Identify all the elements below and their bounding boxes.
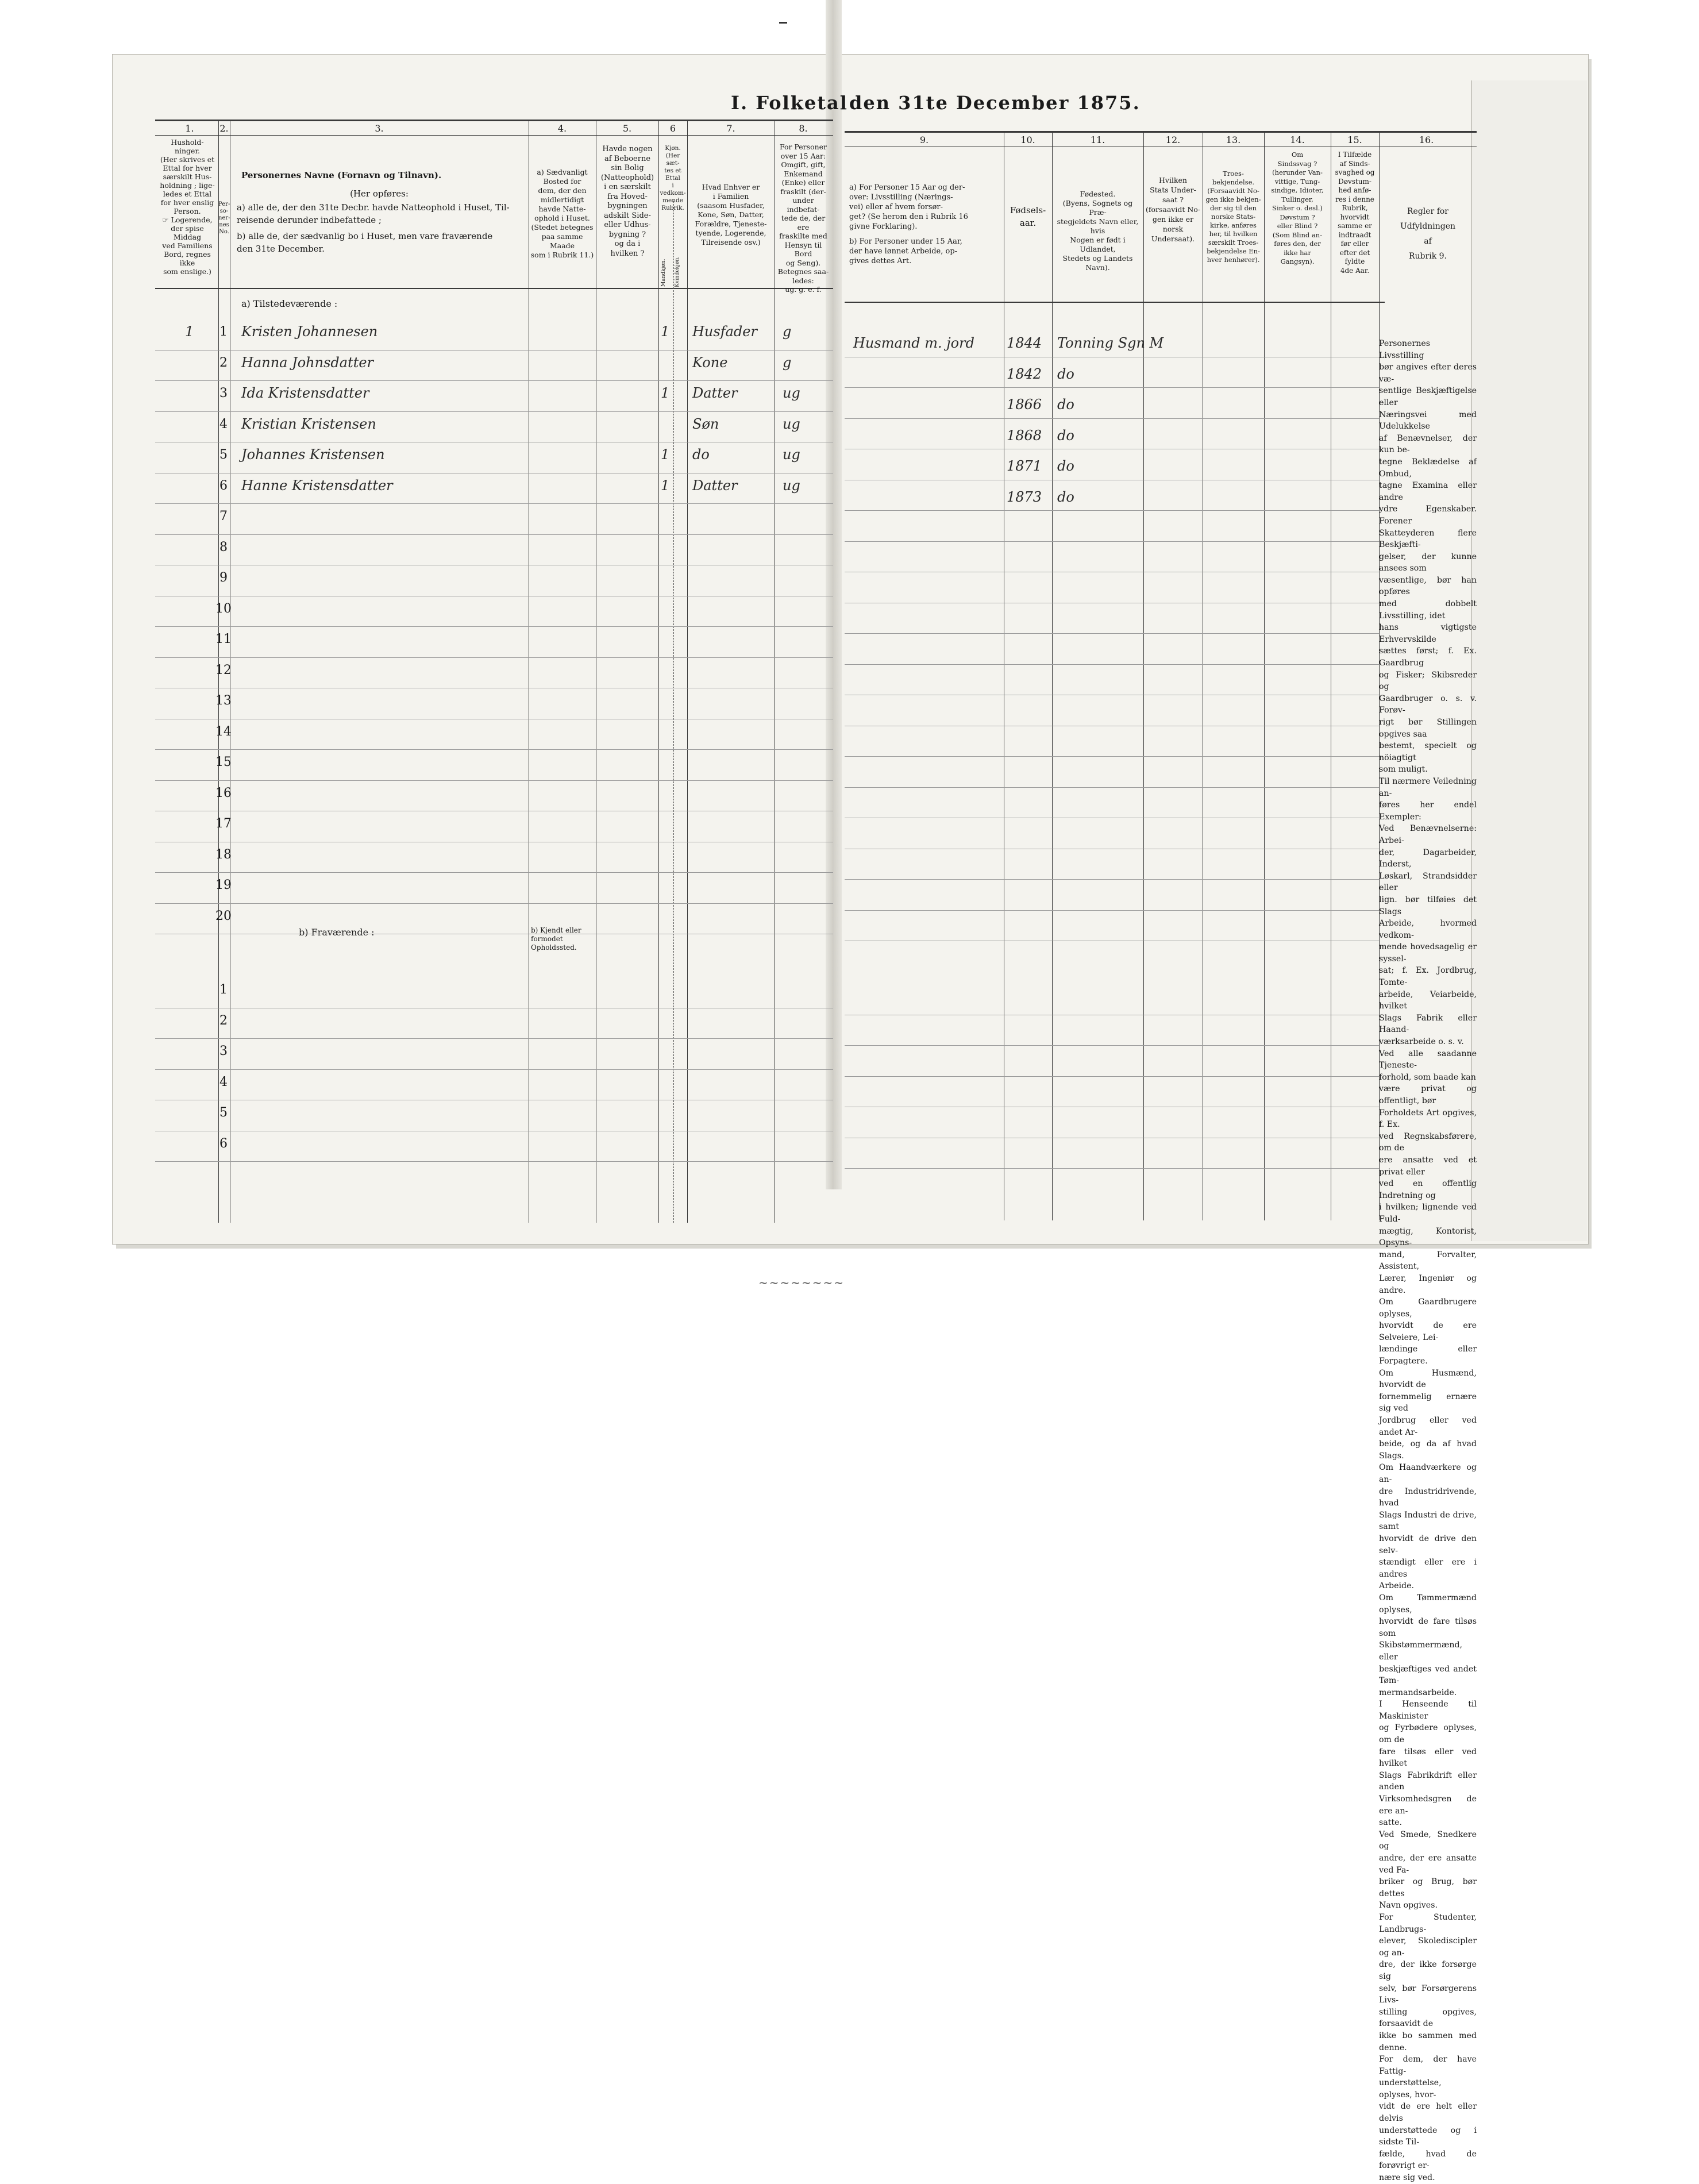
row-number: 2 xyxy=(219,1013,228,1028)
col-num-8: 8. xyxy=(799,123,808,134)
entry-occupation: Husmand m. jord xyxy=(853,335,974,351)
row-number: 19 xyxy=(215,878,232,892)
section-absent-location: b) Kjendt eller formodet Opholdssted. xyxy=(531,926,581,952)
row-line xyxy=(155,626,833,627)
header-names-b: b) alle de, der sædvanlig bo i Huset, men vare fraværende den 31te December. xyxy=(237,231,493,254)
entry-birthplace: do xyxy=(1057,365,1074,382)
header-civil-status: For Personer over 15 Aar: Omgift, gift, Enkemand (Enke) eller fraskilt (der- under indbefat- tede de, der ere fraskilte med Hensyn til Bord og Seng). Betegnes saa- ledes: ug. g. e. f. xyxy=(777,142,829,294)
row-number: 3 xyxy=(219,1044,228,1058)
entry-civil-status: g xyxy=(783,354,792,371)
row-line xyxy=(845,879,1379,880)
row-line xyxy=(845,1168,1379,1169)
title-left: I. Folketal xyxy=(731,92,848,114)
col-num-3: 3. xyxy=(375,123,384,134)
entry-name: Hanne Kristensdatter xyxy=(241,477,393,494)
header-occupation-b: b) For Personer under 15 Aar, der have lønnet Arbeide, op- gives dettes Art. xyxy=(849,237,962,265)
row-number: 8 xyxy=(219,540,228,554)
row-line xyxy=(845,910,1379,911)
row-line xyxy=(845,418,1379,419)
row-line xyxy=(155,503,833,504)
col-num-2: 2. xyxy=(219,123,229,134)
entry-birthplace: do xyxy=(1057,458,1074,474)
header-birth-year: Fødsels- aar. xyxy=(1010,205,1046,228)
row-number: 14 xyxy=(215,724,232,739)
row-number: 6 xyxy=(219,478,228,493)
entry-civil-status: g xyxy=(783,323,792,340)
entry-birthplace: Tonning Sgn M xyxy=(1057,335,1164,351)
header-birthplace: Fødested. (Byens, Sognets og Præ- stegjeldets Navn eller, hvis Nogen er født i Udlandet, Stedets og Landets Navn). xyxy=(1057,190,1139,272)
header-usual-residence: a) Sædvanligt Bosted for dem, der den midlertidigt havde Natte- ophold i Huset. (Stedet betegnes paa samme Maade som i Rubrik 11.) xyxy=(530,168,594,259)
entry-name: Kristian Kristensen xyxy=(241,415,376,432)
header-names-a: a) alle de, der den 31te Decbr. havde Natteophold i Huset, Til- reisende derunder indbefattede ; xyxy=(237,202,510,225)
entry-birthplace: do xyxy=(1057,396,1074,413)
row-number: 10 xyxy=(215,601,232,616)
col-num-9: 9. xyxy=(919,134,929,145)
entry-birth-year: 1871 xyxy=(1007,458,1042,474)
col-num-5: 5. xyxy=(622,123,632,134)
row-line xyxy=(845,633,1379,634)
entry-name: Hanna Johnsdatter xyxy=(241,354,374,371)
entry-civil-status: ug xyxy=(783,477,800,494)
col-num-11: 11. xyxy=(1090,134,1105,145)
row-number: 11 xyxy=(215,632,232,646)
row-number: 5 xyxy=(219,1106,228,1120)
rules-text: Personernes Livsstilling bør angives efter deres væ- sentlige Beskjæftigelse eller Næringsvei med Udelukkelse af Benævnelser, der kun be- tegne Beklædelse af Ombud, tagne Examina eller andre ydre Egenskaber. Forener Skatteyderen flere Beskjæfti- gelser, der kunne ansees som væsentlige, bør han opføres med dobbelt Livsstilling, idet hans vigtigste Erhvervskilde sættes først; f. Ex. Gaardbrug og Fisker; Skibsreder og Gaardbruger o. s. v. Forøv- rigt bør Stillingen opgives saa bestemt, specielt og nöiagtigt som muligt. Til nærmere Veiledning an- føres her endel Exempler: Ved Benævnelserne: Arbei- der, Dagarbeider, Inderst, Løskarl, Strandsidder eller lign. bør tilføies det Slags Arbeide, hvormed vedkom- mende hovedsagelig er syssel- sat; f. Ex. Jordbrug, Tomte- arbeide, Veiarbeide, hvilket Slags Fabrik eller Haand- værksarbeide o. s. v. Ved alle saadanne Tjeneste- forhold, som baade kan være privat og offentligt, bør Forholdets Art opgives, f. Ex. ved Regnskabsførere, om de ere ansatte ved et privat eller ved en offentlig Indretning og i hvilken; lignende ved Fuld- mægtig, Kontorist, Opsyns- mand, Forvalter, Assistent, Lærer, Ingeniør og andre. Om Gaardbrugere oplyses, hvorvidt de ere Selveiere, Lei- lændinge eller Forpagtere. Om Husmænd, hvorvidt de fornemmelig ernære sig ved Jordbrug eller ved andet Ar- beide, og da af hvad Slags. Om Haandværkere og an- dre Industridrivende, hvad Slags Industri de drive, samt hvorvidt de drive den selv- stændigt eller ere i andres Arbeide. Om Tømmermænd oplyses, hvorvidt de fare tilsøs som Skibstømmermænd, eller beskjæftiges ved andet Tøm- mermandsarbeide. I Henseende til Maskinister og Fyrbødere oplyses, om de fare tilsøs eller ved hvilket Slags Fabrikdrift eller anden Virksomhedsgren de ere an- satte. Ved Smede, Snedkere og andre, der ere ansatte ved Fa- briker og Brug, bør dettes Navn opgives. For Studenter, Landbrugs- elever, Skolediscipler og an- dre, der ikke forsørge sig selv, bør Forsørgerens Livs- stilling opgives, forsaavidt de ikke bo sammen med denne. For dem, der have Fattig- understøttelse, oplyses, hvor- vidt de ere helt eller delvis understøttede og i sidste Til- fælde, hvad de forøvrigt er- nære sig ved. xyxy=(1379,339,1477,2183)
entry-name: Johannes Kristensen xyxy=(241,446,385,463)
row-number: 20 xyxy=(215,908,232,923)
header-citizenship: Hvilken Stats Under- saat ? (forsaavidt No- gen ikke er norsk Undersaat). xyxy=(1145,176,1201,243)
row-line xyxy=(155,534,833,535)
entry-civil-status: ug xyxy=(783,385,800,401)
header-outbuilding: Havde nogen af Beboerne sin Bolig (Natteophold) i en særskilt fra Hoved- bygningen adskilt Side- eller Udhus- bygning ? og da i hvilken ? xyxy=(600,145,654,258)
row-number: 12 xyxy=(215,662,232,677)
row-line xyxy=(155,1038,833,1039)
top-mark xyxy=(779,22,787,24)
header-religion: Troes- bekjendelse. (Forsaavidt No- gen ikke bekjen- der sig til den norske Stats- kirke, anføres her, til hvilken særskilt Troes- bekjendelse En- hver henhører). xyxy=(1205,170,1261,264)
row-number: 17 xyxy=(215,816,232,831)
row-number: 6 xyxy=(219,1136,228,1151)
row-line xyxy=(845,1045,1379,1046)
header-sex: Kjøn. (Her sæt- tes et Ettal i vedkom- mende Rubrik. xyxy=(660,145,686,211)
entry-family-role: Datter xyxy=(692,477,738,494)
header-names-sub: (Her opføres: xyxy=(350,188,409,199)
entry-birth-year: 1868 xyxy=(1007,427,1042,444)
row-line xyxy=(845,387,1379,388)
row-number: 5 xyxy=(219,448,228,462)
entry-civil-status: ug xyxy=(783,446,800,463)
entry-birthplace: do xyxy=(1057,488,1074,505)
entry-birth-year: 1873 xyxy=(1007,488,1042,505)
row-line xyxy=(845,664,1379,665)
row-line xyxy=(155,1069,833,1070)
header-disability: Om Sindssvag ? (herunder Van- vittige, Tung- sindige, Idioter, Tullinger, Sinker o. desl.) Døvstum ? eller Blind ? (Som Blind an- føres den, der ikke har Gangsyn). xyxy=(1271,151,1324,265)
header-family-role: Hvad Enhver er i Familien (saasom Husfader, Kone, Søn, Datter, Forældre, Tjeneste- tyende, Logerende, Tilreisende osv.) xyxy=(695,183,767,246)
entry-name: Ida Kristensdatter xyxy=(241,385,369,401)
entry-sex: 1 xyxy=(661,385,670,401)
entry-family-role: Kone xyxy=(692,354,728,371)
row-number: 4 xyxy=(219,1074,228,1089)
col-num-16: 16. xyxy=(1419,134,1434,145)
entry-family-role: Søn xyxy=(692,415,719,432)
row-number: 15 xyxy=(215,755,232,769)
row-line xyxy=(155,380,833,381)
row-number: 2 xyxy=(219,355,228,370)
entry-birthplace: do xyxy=(1057,427,1074,444)
entry-household: 1 xyxy=(185,323,194,340)
col-num-1: 1. xyxy=(185,123,194,134)
row-number: 1 xyxy=(219,325,228,339)
row-line xyxy=(155,780,833,781)
row-line xyxy=(845,756,1379,757)
header-households: Hushold- ninger. (Her skrives et Ettal for hver særskilt Hus- holdning ; lige- ledes et Ettal for hver enslig Person. ☞ Logerende, der spise Middag ved Familiens Bord, regnes ikke som enslige.) xyxy=(160,138,215,276)
entry-birth-year: 1844 xyxy=(1007,335,1042,351)
header-person-no: Per- so- ner- nes No. xyxy=(218,201,230,235)
col-num-14: 14. xyxy=(1290,134,1305,145)
col-num-7: 7. xyxy=(726,123,735,134)
col-num-6: 6 xyxy=(669,123,676,134)
entry-family-role: do xyxy=(692,446,710,463)
row-line xyxy=(845,1076,1379,1077)
col-num-10: 10. xyxy=(1020,134,1035,145)
row-line xyxy=(155,749,833,750)
header-onset: I Tilfælde af Sinds- svaghed og Døvstum- hed anfø- res i denne Rubrik, hvorvidt samme er indtraadt før eller efter det fyldte 4de Aar. xyxy=(1335,151,1375,275)
row-number: 18 xyxy=(215,847,232,862)
row-line xyxy=(845,510,1379,511)
row-line xyxy=(155,872,833,873)
entry-birth-year: 1866 xyxy=(1007,396,1042,413)
row-number: 13 xyxy=(215,694,232,708)
col-num-13: 13. xyxy=(1226,134,1241,145)
row-number: 9 xyxy=(219,571,228,585)
entry-sex: 1 xyxy=(661,323,670,340)
row-number: 7 xyxy=(219,509,228,523)
section-absent: b) Fraværende : xyxy=(299,927,375,938)
bottom-mark: ~~~~~~~~ xyxy=(758,1276,845,1289)
col-num-4: 4. xyxy=(557,123,567,134)
header-occupation-a: a) For Personer 15 Aar og der- over: Livsstilling (Nærings- vei) eller af hvem forsør- get? (Se herom den i Rubrik 16 givne Forklaring). xyxy=(849,183,968,231)
header-names-title: Personernes Navne (Fornavn og Tilnavn). xyxy=(241,170,442,180)
row-line xyxy=(845,787,1379,788)
entry-family-role: Datter xyxy=(692,385,738,401)
row-line xyxy=(845,541,1379,542)
title-right: den 31te December 1875. xyxy=(849,92,1141,114)
entry-family-role: Husfader xyxy=(692,323,757,340)
header-sex-male: Mandkjøn. xyxy=(661,259,666,287)
entry-sex: 1 xyxy=(661,477,670,494)
entry-sex: 1 xyxy=(661,446,670,463)
entry-civil-status: ug xyxy=(783,415,800,432)
section-present: a) Tilstedeværende : xyxy=(241,298,338,309)
col-num-12: 12. xyxy=(1165,134,1181,145)
row-number: 1 xyxy=(219,983,228,997)
row-number: 3 xyxy=(219,386,228,400)
row-line xyxy=(155,1161,833,1162)
entry-name: Kristen Johannesen xyxy=(241,323,378,340)
row-number: 4 xyxy=(219,417,228,432)
col-num-15: 15. xyxy=(1347,134,1362,145)
row-number: 16 xyxy=(215,785,232,800)
row-line xyxy=(155,657,833,658)
row-line xyxy=(155,411,833,412)
header-rules: Regler for Udfyldningen af Rubrik 9. xyxy=(1400,207,1456,261)
row-line xyxy=(155,903,833,904)
entry-birth-year: 1842 xyxy=(1007,365,1042,382)
back-page-edge xyxy=(1471,80,1587,1241)
header-sex-female: Kvindekjøn. xyxy=(675,256,680,287)
